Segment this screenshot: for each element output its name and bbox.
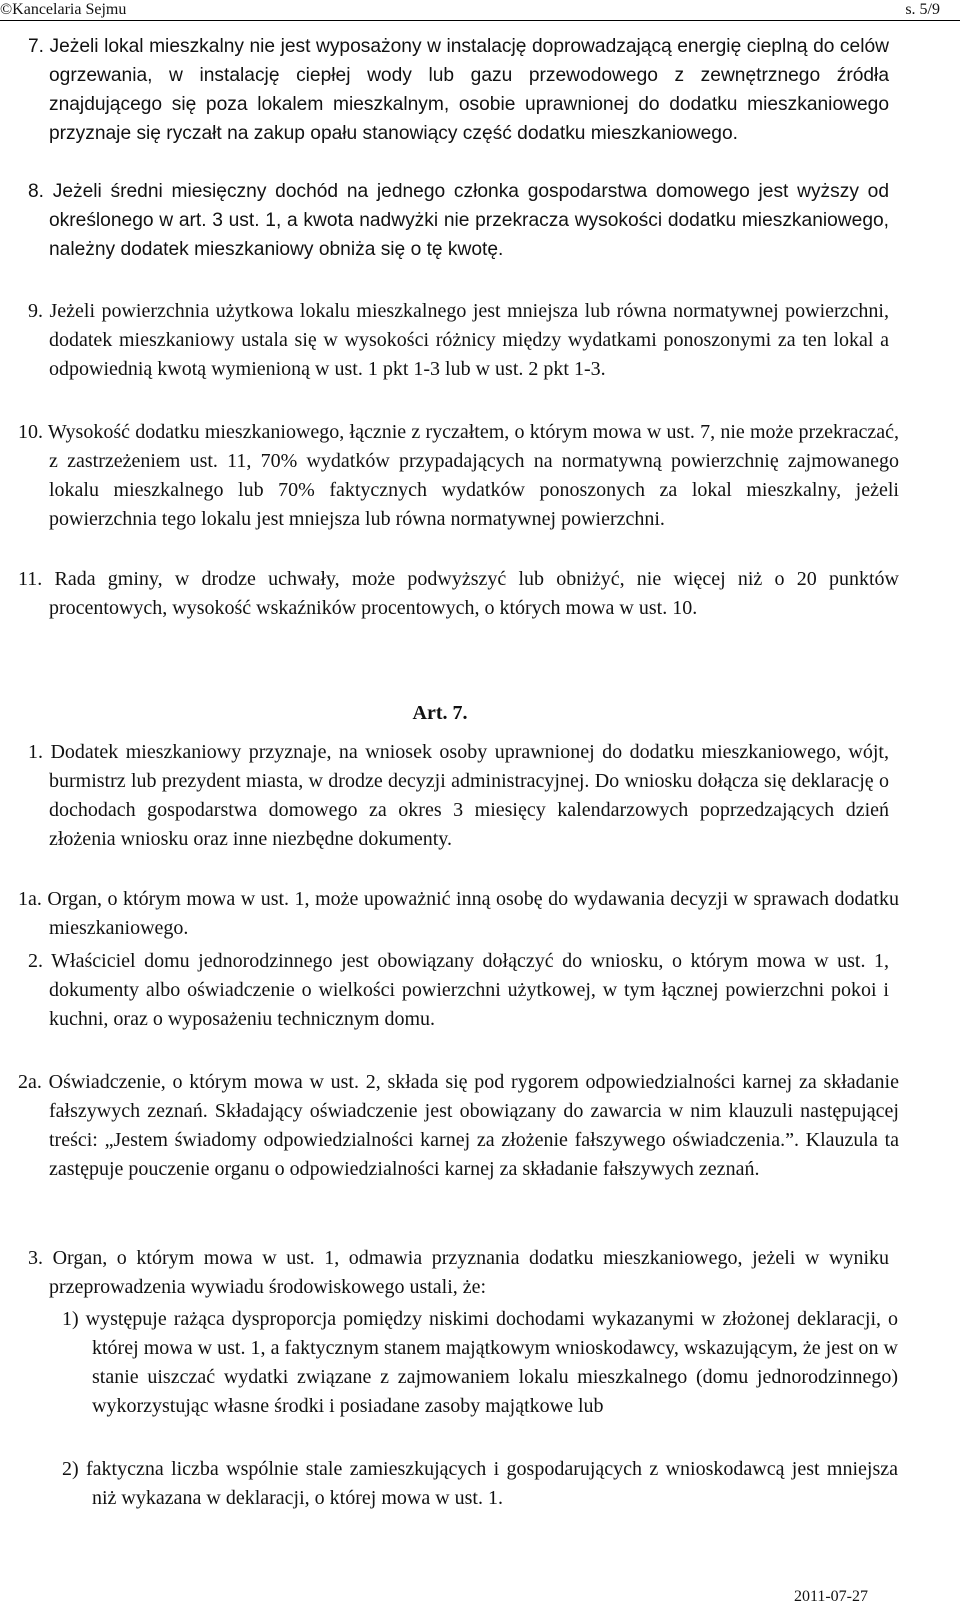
article-section-1a: 1a. Organ, o którym mowa w ust. 1, może upoważnić inną osobę do wydawania decyzji w sprawach dodatku mieszkaniowego. (18, 888, 899, 939)
source-label: ©Kancelaria Sejmu (0, 1, 127, 18)
section-7: 7. Jeżeli lokal mieszkalny nie jest wyposażony w instalację doprowadzającą energię cieplną do celów ogrzewania, w instalację ciepłej wody lub gazu przewodowego z zewnętrznego źródła znajdującego się poza lokalem mieszkalnym, osobie uprawnionej do dodatku mieszkaniowego przyznaje się ryczałt na zakup opału stanowiący część dodatku mieszkaniowego. (28, 36, 889, 144)
article-section-1: 1. Dodatek mieszkaniowy przyznaje, na wniosek osoby uprawnionej do dodatku mieszkaniowego, wójt, burmistrz lub prezydent miasta, w drodze decyzji administracyjnej. Do wniosku dołącza się deklarację o dochodach gospodarstwa domowego za okres 3 miesięcy kalendarzowych poprzedzających dzień złożenia wniosku oraz inne niezbędne dokumenty. (28, 741, 889, 850)
article-title: Art. 7. (412, 702, 468, 724)
section-9: 9. Jeżeli powierzchnia użytkowa lokalu mieszkalnego jest mniejsza lub równa normatywnej powierzchni, dodatek mieszkaniowy ustala się w wysokości różnicy między wydatkami ponoszonymi za ten lokal a odpowiednią kwotą wymienioną w ust. 1 pkt 1-3 lub w ust. 2 pkt 1-3. (28, 300, 889, 380)
point-2: 2) faktyczna liczba wspólnie stale zamieszkujących i gospodarujących z wnioskodawcą jest mniejsza niż wykazana w deklaracji, o której mowa w ust. 1. (62, 1458, 898, 1509)
article-section-2: 2. Właściciel domu jednorodzinnego jest obowiązany dołączyć do wniosku, o którym mowa w ust. 1, dokumenty albo oświadczenie o wielkości powierzchni użytkowej, w tym łącznej powierzchni pokoi i kuchni, oraz o wyposażeniu technicznym domu. (28, 950, 889, 1030)
page-header (0, 0, 960, 24)
section-11: 11. Rada gminy, w drodze uchwały, może podwyższyć lub obniżyć, nie więcej niż o 20 punktów procentowych, wysokość wskaźników procentowych, o których mowa w ust. 10. (18, 568, 899, 619)
header-divider (0, 20, 960, 21)
page-number: s. 5/9 (905, 1, 940, 18)
article-section-2a: 2a. Oświadczenie, o którym mowa w ust. 2, składa się pod rygorem odpowiedzialności karnej za składanie fałszywych zeznań. Składający oświadczenie jest obowiązany do zawarcia w nim klauzuli następującej treści: „Jestem świadomy odpowiedzialności karnej za złożenie fałszywego oświadczenia.”. Klauzula ta zastępuje pouczenie organu o odpowiedzialności karnej za składanie fałszywych zeznań. (18, 1071, 899, 1180)
point-1: 1) występuje rażąca dysproporcja pomiędzy niskimi dochodami wykazanymi w złożonej deklaracji, o której mowa w ust. 1, a faktycznym stanem majątkowym wnioskodawcy, wskazującym, że jest on w stanie uiszczać wydatki związane z zajmowaniem lokalu mieszkalnego (domu jednorodzinnego) wykorzystując własne środki i posiadane zasoby majątkowe lub (62, 1308, 898, 1417)
article-section-3: 3. Organ, o którym mowa w ust. 1, odmawia przyznania dodatku mieszkaniowego, jeżeli w wyniku przeprowadzenia wywiadu środowiskowego ustali, że: (28, 1247, 889, 1298)
section-8: 8. Jeżeli średni miesięczny dochód na jednego członka gospodarstwa domowego jest wyższy od określonego w art. 3 ust. 1, a kwota nadwyżki nie przekracza wysokości dodatku mieszkaniowego, należny dodatek mieszkaniowy obniża się o tę kwotę. (28, 181, 889, 260)
document-date: 2011-07-27 (793, 1588, 868, 1605)
section-10: 10. Wysokość dodatku mieszkaniowego, łącznie z ryczałtem, o którym mowa w ust. 7, nie może przekraczać, z zastrzeżeniem ust. 11, 70% wydatków przypadających na normatywną powierzchnię zajmowanego lokalu mieszkalnego lub 70% faktycznych wydatków ponoszonych za lokal mieszkalny, jeżeli powierzchnia tego lokalu jest mniejsza lub równa normatywnej powierzchni. (18, 421, 899, 530)
